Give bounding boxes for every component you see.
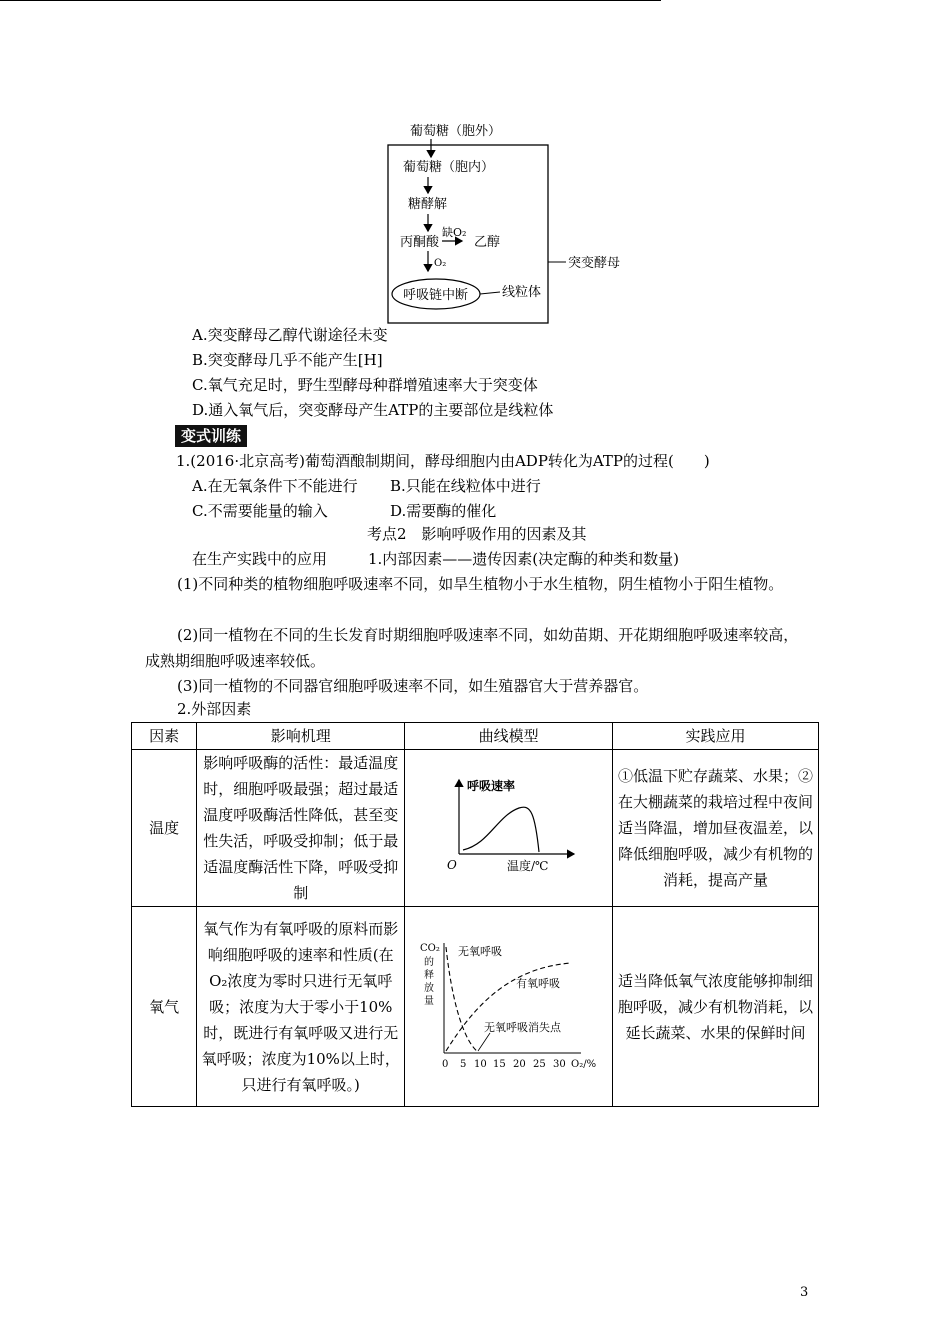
temperature-curve-chart [439,774,579,874]
paragraph-1: (1)不同种类的植物细胞呼吸速率不同，如旱生植物小于水生植物，阴生植物小于阳生植物。 [177,575,784,593]
paragraph-2: (2)同一植物在不同的生长发育时期细胞呼吸速率不同，如幼苗期、开花期细胞呼吸速率较高，成熟期细胞呼吸速率较低。 [145,626,799,670]
leader-line [480,292,500,294]
o2-ylabel-4: 放 [424,982,435,994]
o2-ylabel-3: 释 [424,969,435,981]
glycolysis-label: 糖酵解 [408,197,448,212]
anaerobic-curve [446,947,478,1052]
header-application: 实践应用 [613,723,819,750]
xtick: 20 [513,1058,526,1070]
cell-mechanism-oxygen: 氧气作为有氧呼吸的原料而影响细胞呼吸的速率和性质(在O₂浓度为零时只进行无氧呼吸；浓度为大于零小于10%时，既进行有氧呼吸又进行无氧呼吸；浓度为10%以上时，只进行有氧呼吸。) [197,907,405,1107]
temp-origin: O [446,858,457,872]
option-d: D.通入氧气后，突变酵母产生ATP的主要部位是线粒体 [192,401,554,419]
temp-ylabel: 呼吸速率 [466,779,515,793]
xtick: 25 [533,1058,546,1070]
xtick: 10 [474,1058,487,1070]
practice-badge: 变式训练 [175,425,247,447]
o2-label: O₂ [434,258,447,269]
temp-xlabel: 温度/℃ [506,859,549,873]
chain-break-label: 呼吸链中断 [403,288,469,303]
cell-application-oxygen: 适当降低氧气浓度能够抑制细胞呼吸，减少有机物消耗，以延长蔬菜、水果的保鲜时间 [613,907,819,1107]
table-row [132,750,819,907]
vanish-pointer [478,1033,490,1051]
o2-ylabel-2: 的 [424,956,435,968]
internal-factor-heading: 1.内部因素——遗传因素(决定酶的种类和数量) [368,550,680,568]
vanish-point-label: 无氧呼吸消失点 [484,1020,562,1034]
cell-factor-temperature: 温度 [132,750,197,907]
yeast-respiration-diagram [370,115,640,325]
glucose-inside-label: 葡萄糖（胞内） [403,160,495,175]
header-factor: 因素 [132,723,197,750]
practice-option-b: B.只能在线粒体中进行 [390,477,541,495]
cell-factor-oxygen: 氧气 [132,907,197,1107]
section-title-cont: 在生产实践中的应用 [192,550,328,568]
aerobic-label: 有氧呼吸 [516,976,561,990]
mutant-yeast-label: 突变酵母 [568,256,621,271]
paragraph-3: (3)同一植物的不同器官细胞呼吸速率不同，如生殖器官大于营养器官。 [177,677,649,695]
o2-ylabel-1: CO₂ [420,942,440,954]
glucose-outside-label: 葡萄糖（胞外） [410,124,502,139]
table-header-row [132,723,819,750]
page-number: 3 [800,1285,809,1300]
cell-curve-oxygen [405,907,613,1107]
cell-mechanism-temperature: 影响呼吸酶的活性：最适温度时，细胞呼吸最强；超过最适温度呼吸酶活性降低，甚至变性失活，呼吸受抑制；低于最适温度酶活性下降，呼吸受抑制 [197,750,405,907]
option-b: B.突变酵母几乎不能产生[H] [192,351,383,369]
external-factor-heading: 2.外部因素 [177,700,252,718]
header-mechanism: 影响机理 [197,723,405,750]
practice-option-a: A.在无氧条件下不能进行 [192,477,358,495]
practice-option-c: C.不需要能量的输入 [192,502,328,520]
mitochondria-label: 线粒体 [502,285,542,300]
option-c: C.氧气充足时，野生型酵母种群增殖速率大于突变体 [192,376,538,394]
header-curve: 曲线模型 [405,723,613,750]
o2-xlabel: O₂/% [571,1058,597,1070]
xtick: 15 [493,1058,506,1070]
xtick: 0 [442,1058,449,1070]
option-a: A.突变酵母乙醇代谢途径未变 [192,326,388,344]
xtick: 30 [553,1058,566,1070]
cell-curve-temperature [405,750,613,907]
lack-o2-label: 缺O₂ [442,226,467,239]
anaerobic-label: 无氧呼吸 [458,944,503,958]
factors-table [131,722,819,1107]
section-title: 考点2 影响呼吸作用的因素及其 [367,525,587,543]
pyruvate-label: 丙酮酸 [400,235,440,250]
practice-option-d: D.需要酶的催化 [390,502,497,520]
practice-question: 1.(2016·北京高考)葡萄酒酿制期间，酵母细胞内由ADP转化为ATP的过程( ) [176,452,710,470]
xtick: 5 [460,1058,467,1070]
table-row [132,907,819,1107]
o2-ylabel-5: 量 [424,995,435,1007]
ethanol-label: 乙醇 [474,235,501,250]
temperature-curve [463,807,539,852]
cell-application-temperature: ①低温下贮存蔬菜、水果；②在大棚蔬菜的栽培过程中夜间适当降温，增加昼夜温差，以降低细胞呼吸，减少有机物的消耗，提高产量 [613,750,819,907]
header-rule [0,0,661,1]
oxygen-curve-chart [416,933,601,1073]
